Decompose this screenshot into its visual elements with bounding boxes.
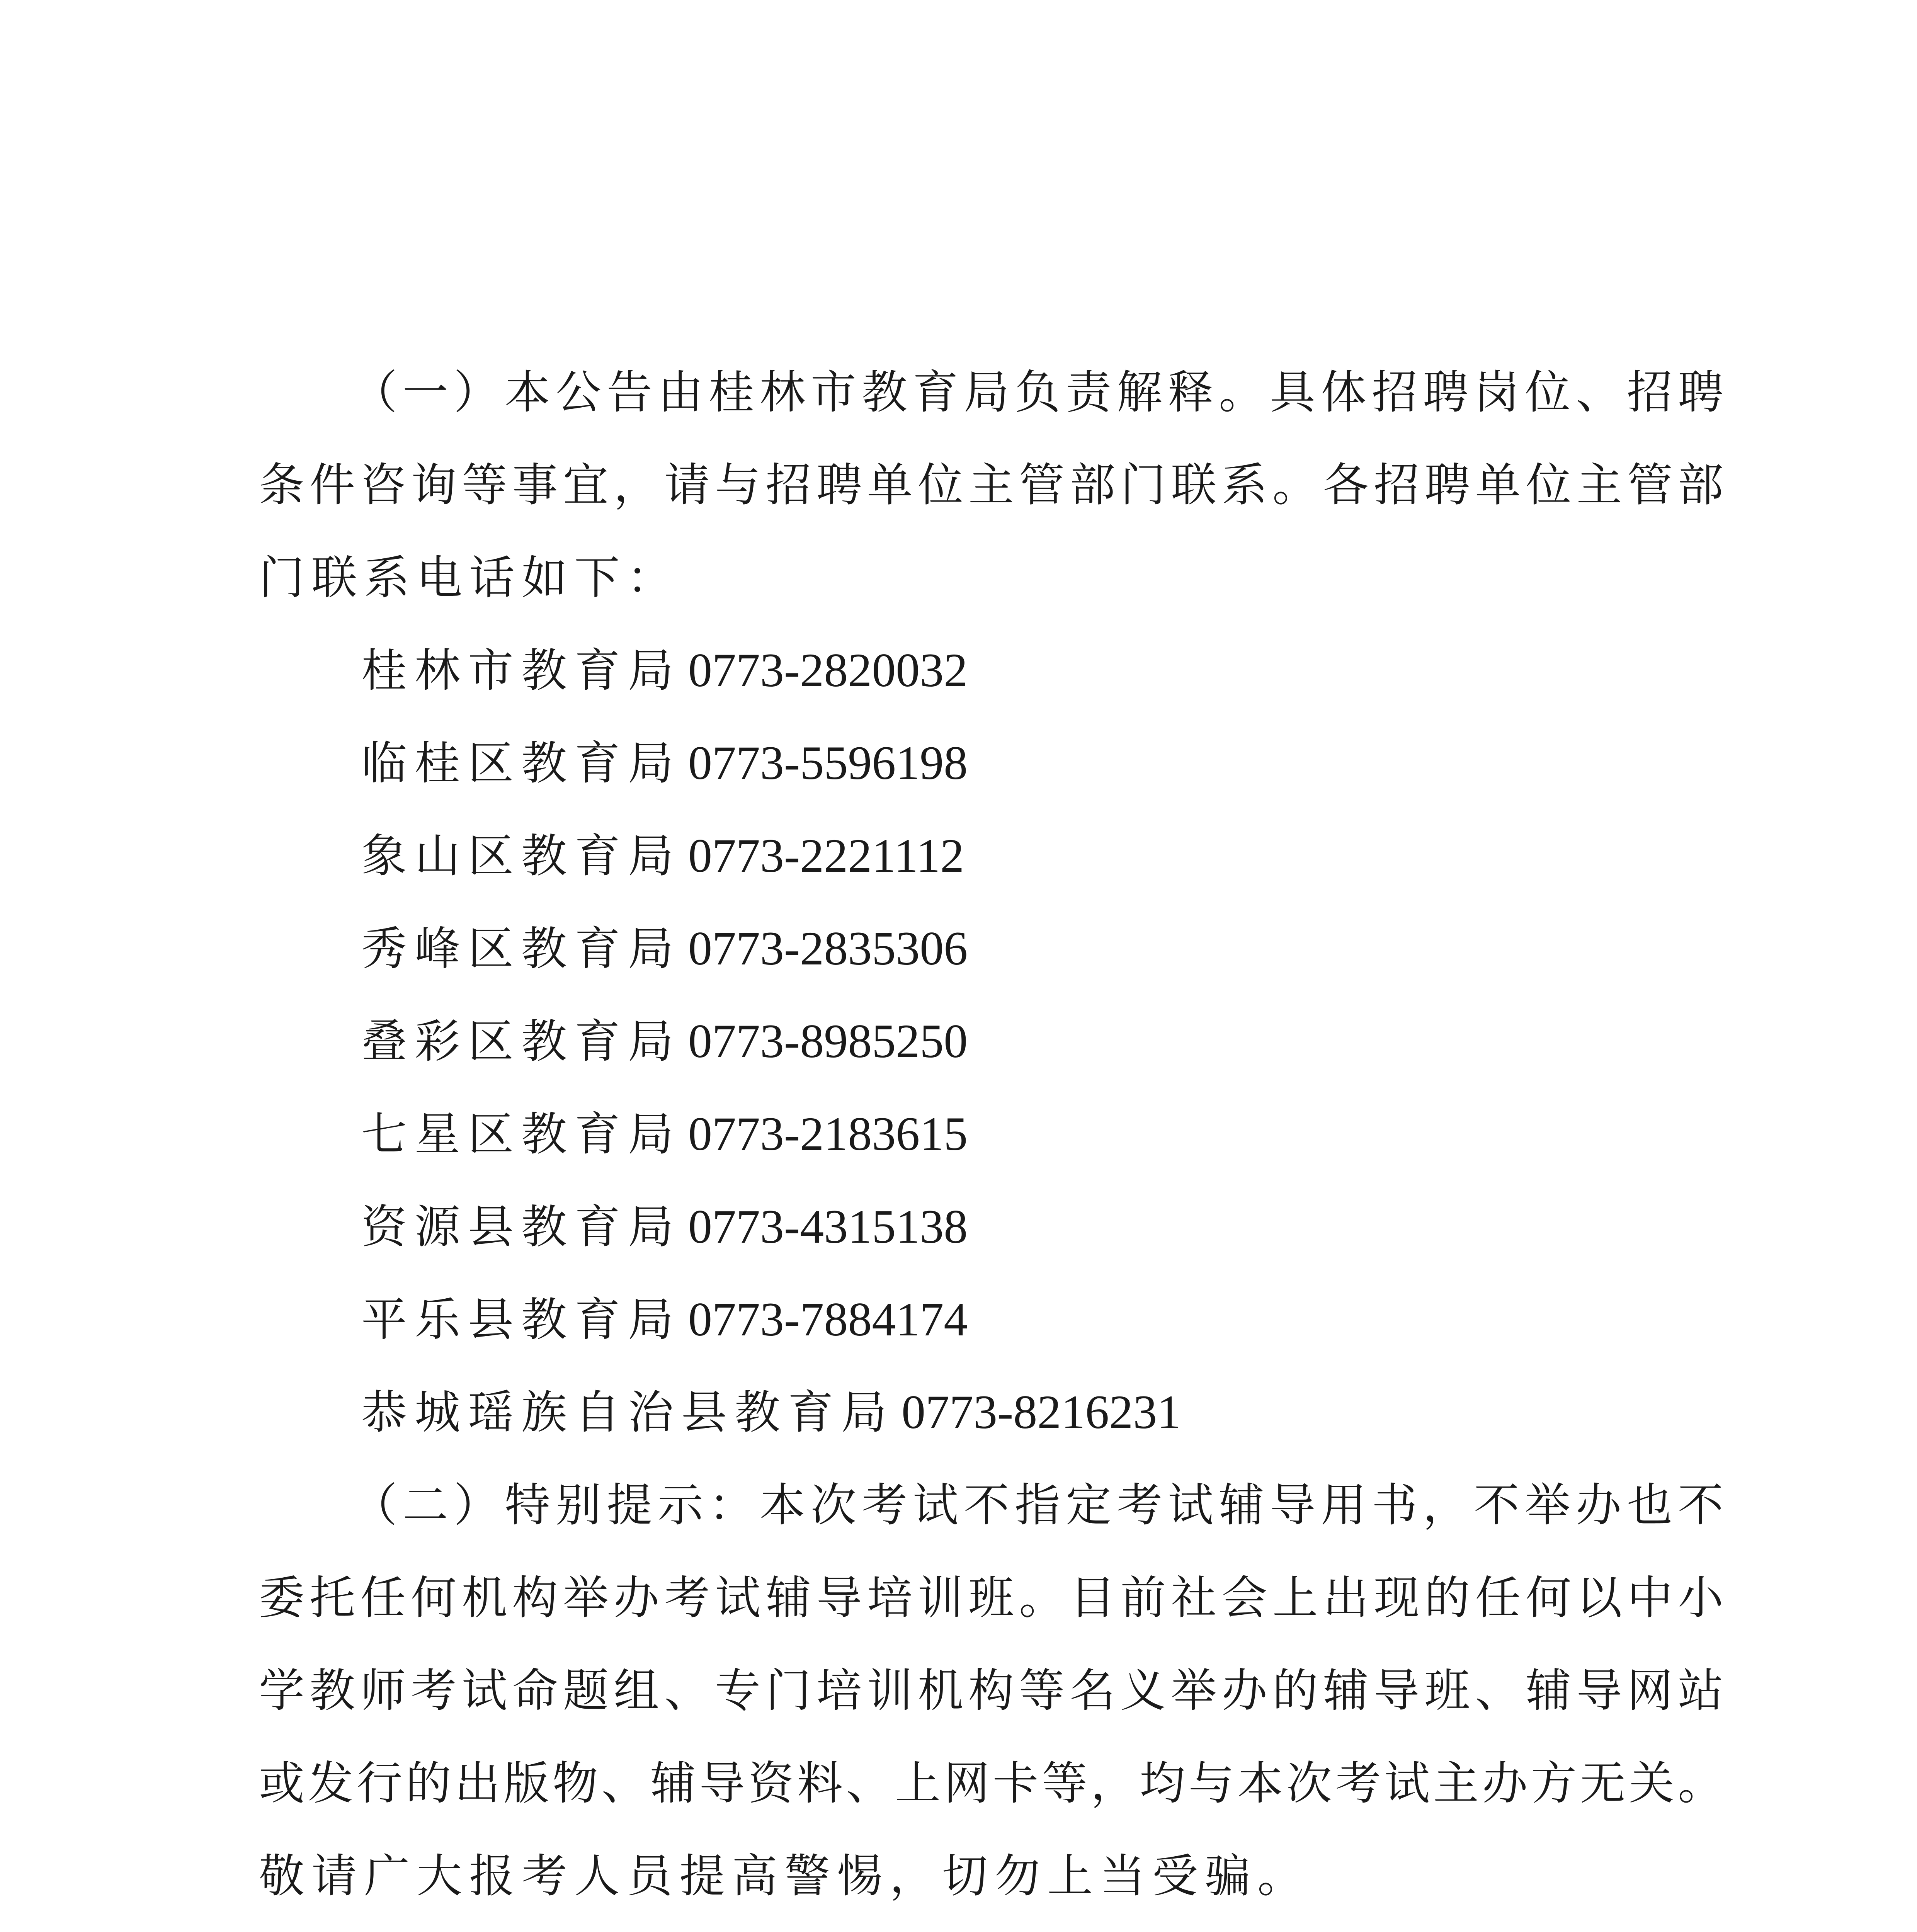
- section2-line-3: 学教师考试命题组、专门培训机构等名义举办的辅导班、辅导网站: [259, 1664, 1723, 1717]
- contact-phone: 0773-8216231: [902, 1386, 1181, 1439]
- section2-line-1: （二）特别提示：本次考试不指定考试辅导用书，不举办也不: [352, 1478, 1723, 1532]
- contact-row: [361, 829, 964, 883]
- contact-org: 桂林市教育局: [361, 644, 682, 697]
- contact-org: 平乐县教育局: [361, 1293, 682, 1346]
- section2-line-2: 委托任何机构举办考试辅导培训班。目前社会上出现的任何以中小: [259, 1571, 1723, 1624]
- section1-line-2: 条件咨询等事宜，请与招聘单位主管部门联系。各招聘单位主管部: [259, 458, 1723, 512]
- contact-row: [361, 1385, 1181, 1439]
- contact-phone: 0773-8985250: [688, 1015, 968, 1068]
- contact-phone: 0773-2820032: [688, 644, 968, 697]
- contact-row: [361, 1293, 968, 1347]
- contact-org: 临桂区教育局: [361, 736, 682, 790]
- contact-org: 象山区教育局: [361, 829, 682, 883]
- section1-line-1: （一）本公告由桂林市教育局负责解释。具体招聘岗位、招聘: [352, 366, 1723, 419]
- section2-line-5: 敬请广大报考人员提高警惕，切勿上当受骗。: [259, 1849, 1310, 1903]
- section2-line-4: 或发行的出版物、辅导资料、上网卡等，均与本次考试主办方无关。: [259, 1757, 1723, 1810]
- contact-org: 七星区教育局: [361, 1107, 682, 1161]
- contact-phone: 0773-2183615: [688, 1107, 968, 1160]
- contact-row: [361, 1200, 968, 1254]
- contact-phone: 0773-4315138: [688, 1200, 968, 1253]
- contact-row: [361, 736, 968, 790]
- contact-row: [361, 922, 968, 976]
- contact-org: 叠彩区教育局: [361, 1015, 682, 1068]
- contact-row: [361, 643, 968, 697]
- contact-row: [361, 1014, 968, 1068]
- contact-org: 资源县教育局: [361, 1200, 682, 1253]
- contact-phone: 0773-2835306: [688, 922, 968, 975]
- contact-row: [361, 1107, 968, 1161]
- contact-org: 秀峰区教育局: [361, 922, 682, 975]
- contact-phone: 0773-5596198: [688, 736, 968, 789]
- section1-line-3: 门联系电话如下：: [259, 551, 680, 604]
- contact-org: 恭城瑶族自治县教育局: [361, 1386, 895, 1439]
- contact-phone: 0773-2221112: [688, 829, 964, 882]
- contact-phone: 0773-7884174: [688, 1293, 968, 1346]
